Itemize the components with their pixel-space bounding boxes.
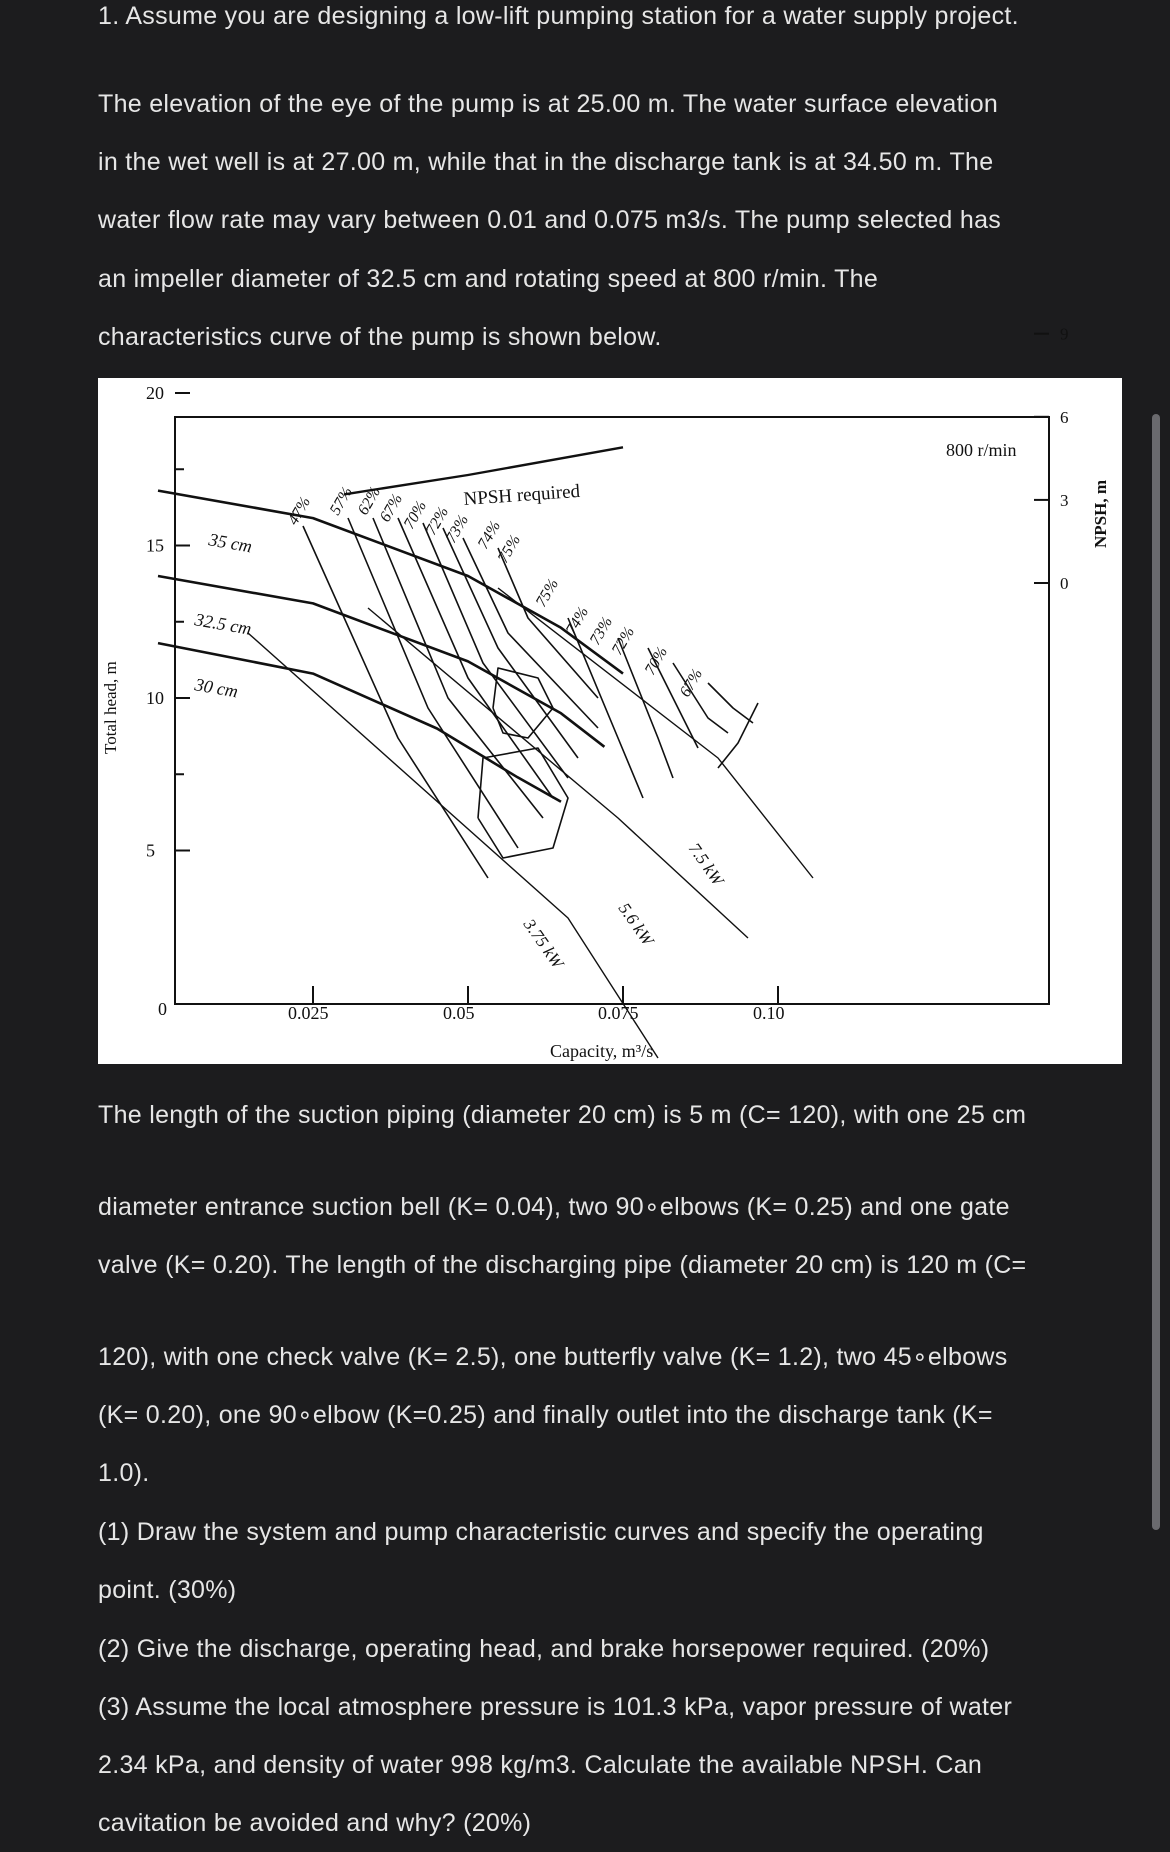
efficiency-label: 67% — [676, 666, 707, 700]
intro-line: water flow rate may vary between 0.01 and 0.075 m3/s. The pump selected has — [98, 206, 1002, 234]
piping-line: diameter entrance suction bell (K= 0.04), two 90∘elbows (K= 0.25) and one gate — [98, 1193, 1010, 1221]
intro-line: characteristics curve of the pump is shown below. — [98, 323, 662, 351]
x-tick-label: 0.025 — [288, 1003, 329, 1023]
npsh-required-label: NPSH required — [462, 480, 581, 510]
efficiency-label: 75% — [532, 576, 563, 610]
intro-line: in the wet well is at 27.00 m, while that in the discharge tank is at 34.50 m. The — [98, 148, 994, 176]
efficiency-contour — [708, 683, 753, 723]
efficiency-contour — [423, 523, 568, 778]
efficiency-contour — [398, 518, 553, 798]
y2-tick-label: 6 — [1060, 407, 1069, 427]
efficiency-label: 75% — [494, 532, 525, 566]
y2-axis-label: NPSH, m — [1091, 480, 1110, 548]
efficiency-label: 74% — [474, 518, 505, 552]
problem-heading: 1. Assume you are designing a low-lift pumping station for a water supply project. — [98, 2, 1019, 30]
efficiency-label: 73% — [586, 614, 617, 648]
efficiency-contour — [373, 518, 543, 818]
y2-tick-label: 3 — [1060, 490, 1069, 510]
piping-line: (K= 0.20), one 90∘elbow (K=0.25) and finally outlet into the discharge tank (K= — [98, 1401, 993, 1429]
y-axis-label: Total head, m — [101, 661, 120, 754]
efficiency-contour — [303, 526, 488, 878]
efficiency-label: 62% — [354, 484, 385, 518]
intro-line: an impeller diameter of 32.5 cm and rotating speed at 800 r/min. The — [98, 265, 879, 293]
efficiency-label: 67% — [376, 491, 407, 525]
power-label: 5.6 kW — [614, 899, 658, 949]
head-curve — [158, 643, 561, 802]
efficiency-label: 74% — [562, 604, 593, 638]
efficiency-label: 72% — [608, 624, 639, 658]
efficiency-label: 70% — [641, 644, 672, 678]
piping-line: valve (K= 0.20). The length of the discharging pipe (diameter 20 cm) is 120 m (C= — [98, 1251, 1027, 1279]
question-line: (3) Assume the local atmosphere pressure is 101.3 kPa, vapor pressure of water — [98, 1693, 1013, 1721]
question-line: (1) Draw the system and pump characteristic curves and specify the operating — [98, 1518, 984, 1546]
efficiency-label: 47% — [284, 494, 315, 528]
y-tick-label: 20 — [146, 383, 164, 403]
x-tick-label: 0.075 — [598, 1003, 639, 1023]
x-tick-label: 0.10 — [753, 1003, 785, 1023]
piping-line: 1.0). — [98, 1459, 150, 1487]
efficiency-label: 57% — [326, 484, 357, 518]
question-line: cavitation be avoided and why? (20%) — [98, 1809, 532, 1837]
curve-label-30cm: 30 cm — [193, 674, 240, 702]
efficiency-label: 70% — [400, 498, 431, 532]
power-label: 7.5 kW — [684, 839, 728, 889]
curve-label-32-5cm: 32.5 cm — [193, 609, 253, 639]
piping-line: The length of the suction piping (diameter 20 cm) is 5 m (C= 120), with one 25 cm — [98, 1101, 1027, 1129]
x-tick-label: 0.05 — [443, 1003, 475, 1023]
y-tick-label: 5 — [146, 840, 155, 861]
y2-tick-label: 9 — [1060, 324, 1069, 344]
y2-tick-label: 0 — [1060, 574, 1069, 593]
question-line: point. (30%) — [98, 1576, 237, 1604]
efficiency-label: 73% — [442, 512, 473, 546]
intro-line: The elevation of the eye of the pump is at 25.00 m. The water surface elevation — [98, 90, 999, 118]
power-line-5-6kw — [368, 608, 748, 938]
speed-label: 800 r/min — [946, 440, 1017, 460]
y-tick-label: 15 — [146, 535, 164, 556]
question-line: 2.34 kPa, and density of water 998 kg/m3. Calculate the available NPSH. Can — [98, 1751, 983, 1779]
power-label: 3.75 kW — [519, 915, 568, 972]
x-origin-label: 0 — [158, 999, 167, 1019]
y-tick-label: 10 — [146, 688, 164, 708]
x-axis-label: Capacity, m³/s — [550, 1041, 654, 1061]
question-line: (2) Give the discharge, operating head, and brake horsepower required. (20%) — [98, 1635, 990, 1663]
piping-line: 120), with one check valve (K= 2.5), one butterfly valve (K= 1.2), two 45∘elbows — [98, 1343, 1008, 1371]
efficiency-label: 72% — [422, 504, 453, 538]
scrollbar-thumb[interactable] — [1152, 414, 1160, 1530]
curve-label-35cm: 35 cm — [207, 529, 254, 557]
